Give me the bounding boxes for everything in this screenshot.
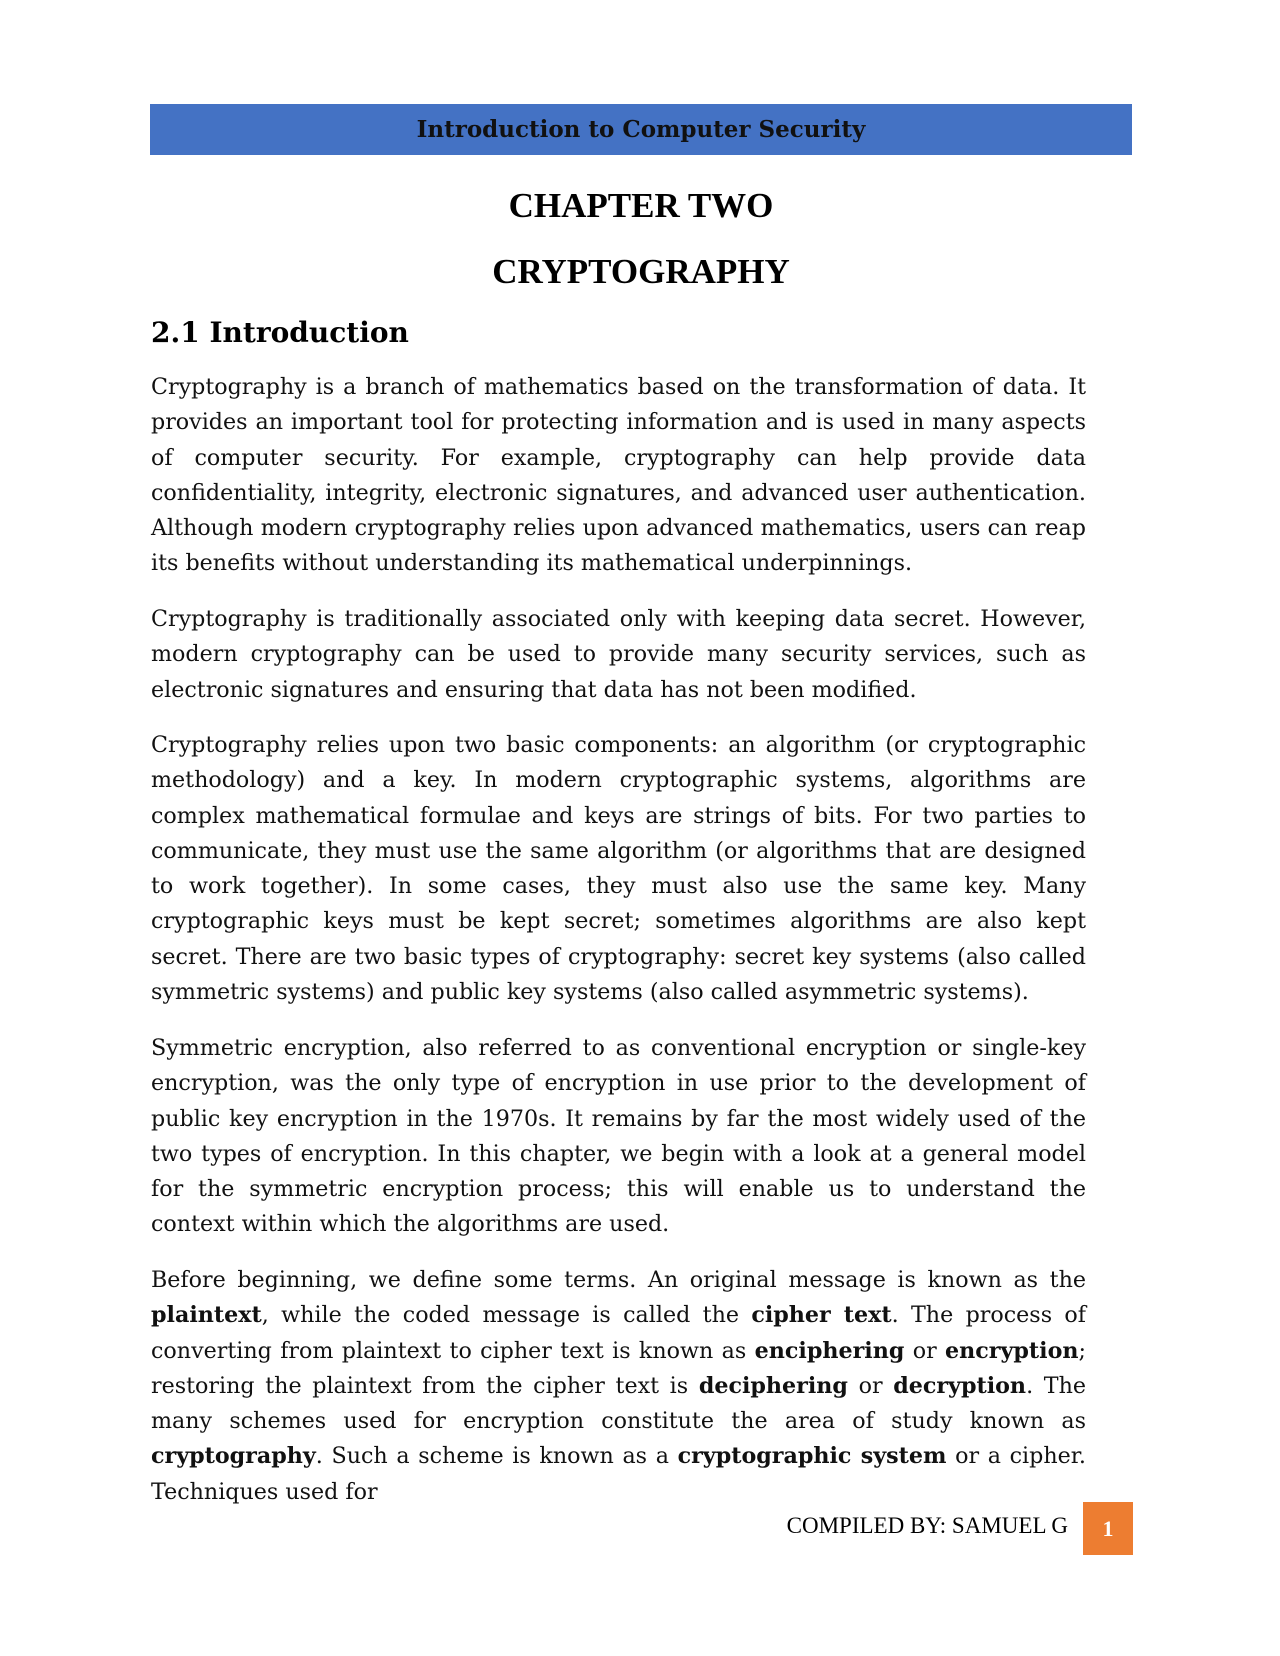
footer-credit: COMPILED BY: SAMUEL G — [786, 1513, 1068, 1538]
paragraph-3: Cryptography relies upon two basic components: an algorithm (or cryptographic methodology) and a key. In modern cryptographic systems, algorithms are complex mathematical formulae and keys are strings of bits. For two parties to communicate, they must use the same algorithm (or algorithms that are designed to work together). In some cases, they must also use the same key. Many cryptographic keys must be kept secret; sometimes algorithms are also kept secret. There are two basic types of cryptography: secret key systems (also called symmetric systems) and public key systems (also called asymmetric systems). — [151, 732, 1086, 1006]
paragraph-1: Cryptography is a branch of mathematics based on the transformation of data. It provides an important tool for protecting information and is used in many aspects of computer security. For example, cryptography can help provide data confidentiality, integrity, electronic signatures, and advanced user authentication. Although modern cryptography relies upon advanced mathematics, users can reap its benefits without understanding its mathematical underpinnings. — [151, 374, 1086, 577]
term-cryptographic-system: cryptographic system — [677, 1443, 947, 1470]
term-encryption: encryption — [945, 1337, 1079, 1364]
chapter-title: CRYPTOGRAPHY — [492, 252, 790, 291]
page-number: 1 — [1102, 1515, 1114, 1541]
paragraph-5 — [151, 1263, 1086, 1510]
para5-text: . The many schemes used for encryption constitute the area of study known as — [151, 1372, 1086, 1435]
para5-text: Before beginning, we define some terms. An original message is known as the — [151, 1267, 1086, 1293]
paragraph-2: Cryptography is traditionally associated only with keeping data secret. However, modern cryptography can be used to provide many security services, such as electronic signatures and ensuring that data has not been modified. — [151, 606, 1086, 703]
paragraph-4: Symmetric encryption, also referred to as conventional encryption or single-key encryption, was the only type of encryption in use prior to the development of public key encryption in the 1970s. It remains by far the most widely used of the two types of encryption. In this chapter, we begin with a look at a general model for the symmetric encryption process; this will enable us to understand the context within which the algorithms are used. — [151, 1035, 1086, 1238]
term-cipher-text: cipher text — [751, 1302, 892, 1329]
para5-text: or a cipher. Techniques used for — [151, 1443, 1086, 1505]
page-number-badge — [1083, 1502, 1133, 1555]
para5-text: or — [904, 1337, 946, 1364]
para5-text: , while the coded message is called the — [261, 1302, 752, 1329]
chapter-number: CHAPTER TWO — [508, 186, 774, 225]
term-cryptography: cryptography — [151, 1443, 316, 1470]
term-plaintext: plaintext — [151, 1302, 262, 1329]
term-deciphering: deciphering — [698, 1372, 848, 1399]
section-heading: 2.1 Introduction — [151, 316, 409, 349]
para5-text: ; restoring the plaintext from the cipher text is — [151, 1337, 1086, 1399]
para5-text: . Such a scheme is known as a — [315, 1443, 678, 1470]
term-enciphering: enciphering — [754, 1337, 905, 1364]
term-decryption: decryption — [893, 1372, 1027, 1399]
para5-text: . The process of converting from plaintext to cipher text is known as — [151, 1302, 1086, 1364]
running-header — [150, 104, 1132, 155]
para5-text: or — [847, 1372, 894, 1399]
running-header-title: Introduction to Computer Security — [416, 116, 866, 143]
